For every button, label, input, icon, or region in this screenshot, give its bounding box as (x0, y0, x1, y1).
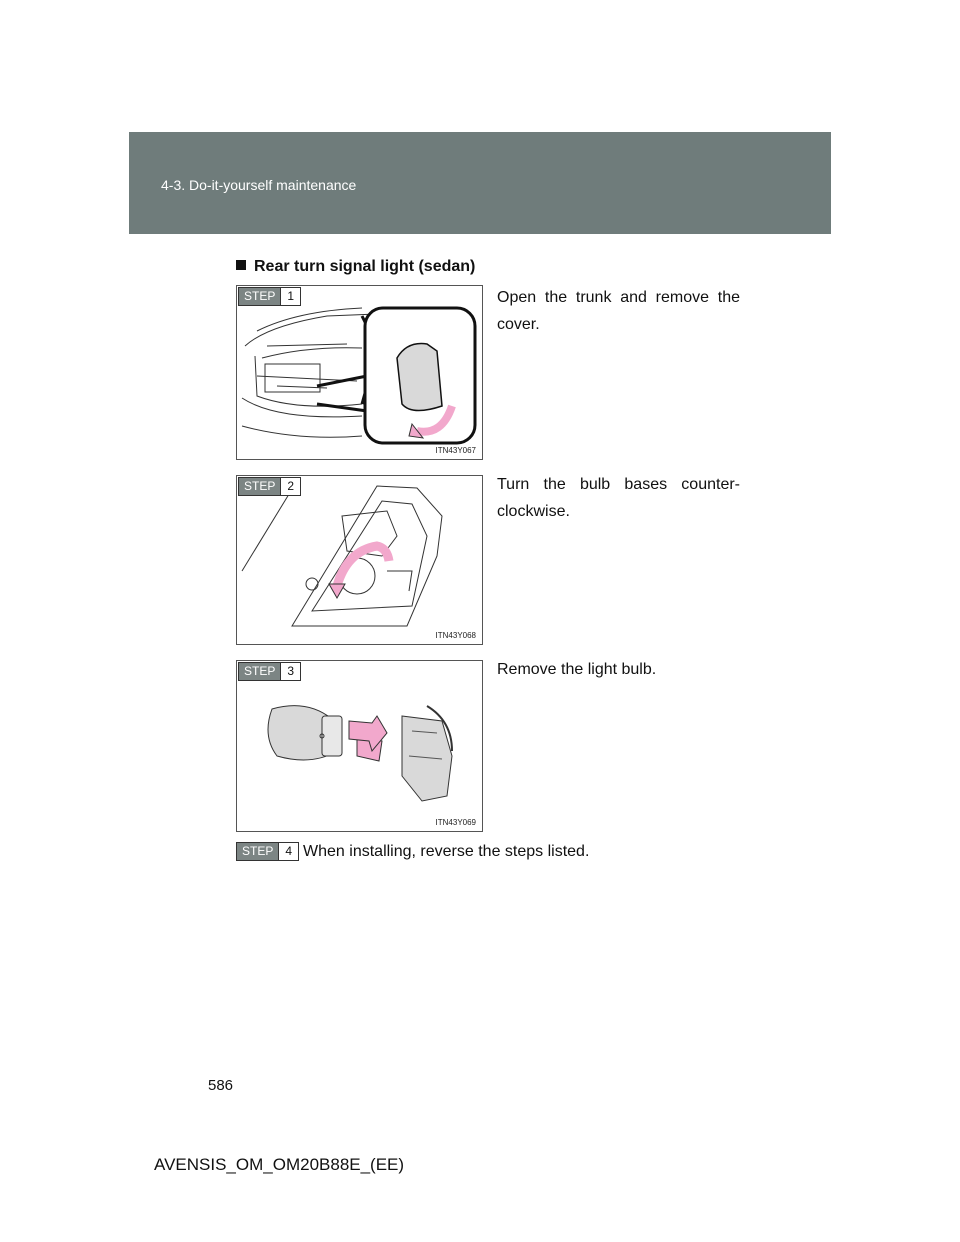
step-1-text: Open the trunk and remove the cover. (497, 289, 740, 333)
chapter-header (129, 132, 831, 234)
figure-code: ITN43Y068 (435, 631, 476, 640)
step-number: 4 (278, 843, 298, 860)
step-2-text: Turn the bulb bases counter-clockwise. (497, 476, 740, 520)
document-footer: AVENSIS_OM_OM20B88E_(EE) (154, 1155, 405, 1174)
step-label: STEP (239, 478, 280, 495)
page-number: 586 (208, 1077, 234, 1094)
step-2-figure (236, 475, 483, 645)
light-bulb-illustration (237, 661, 482, 831)
step-number: 1 (280, 288, 300, 305)
step-badge (238, 287, 301, 306)
section-title (236, 258, 475, 276)
figure-code: ITN43Y069 (435, 818, 476, 827)
chapter-title: 4-3. Do-it-yourself maintenance (161, 177, 357, 193)
step-3-figure (236, 660, 483, 832)
bulb-base-illustration (237, 476, 482, 644)
step-label: STEP (239, 288, 280, 305)
step-4-text: When installing, reverse the steps listed. (303, 842, 590, 860)
step-badge (238, 477, 301, 496)
step-label: STEP (237, 843, 278, 860)
step-badge (236, 842, 299, 861)
trunk-cover-illustration (237, 286, 482, 459)
section-title-text: Rear turn signal light (sedan) (254, 258, 476, 275)
step-3-text: Remove the light bulb. (497, 661, 657, 678)
square-bullet-icon (236, 260, 246, 270)
step-label: STEP (239, 663, 280, 680)
step-1-figure (236, 285, 483, 460)
step-4 (236, 842, 589, 861)
step-badge (238, 662, 301, 681)
step-number: 3 (280, 663, 300, 680)
figure-code: ITN43Y067 (435, 446, 476, 455)
step-number: 2 (280, 478, 300, 495)
